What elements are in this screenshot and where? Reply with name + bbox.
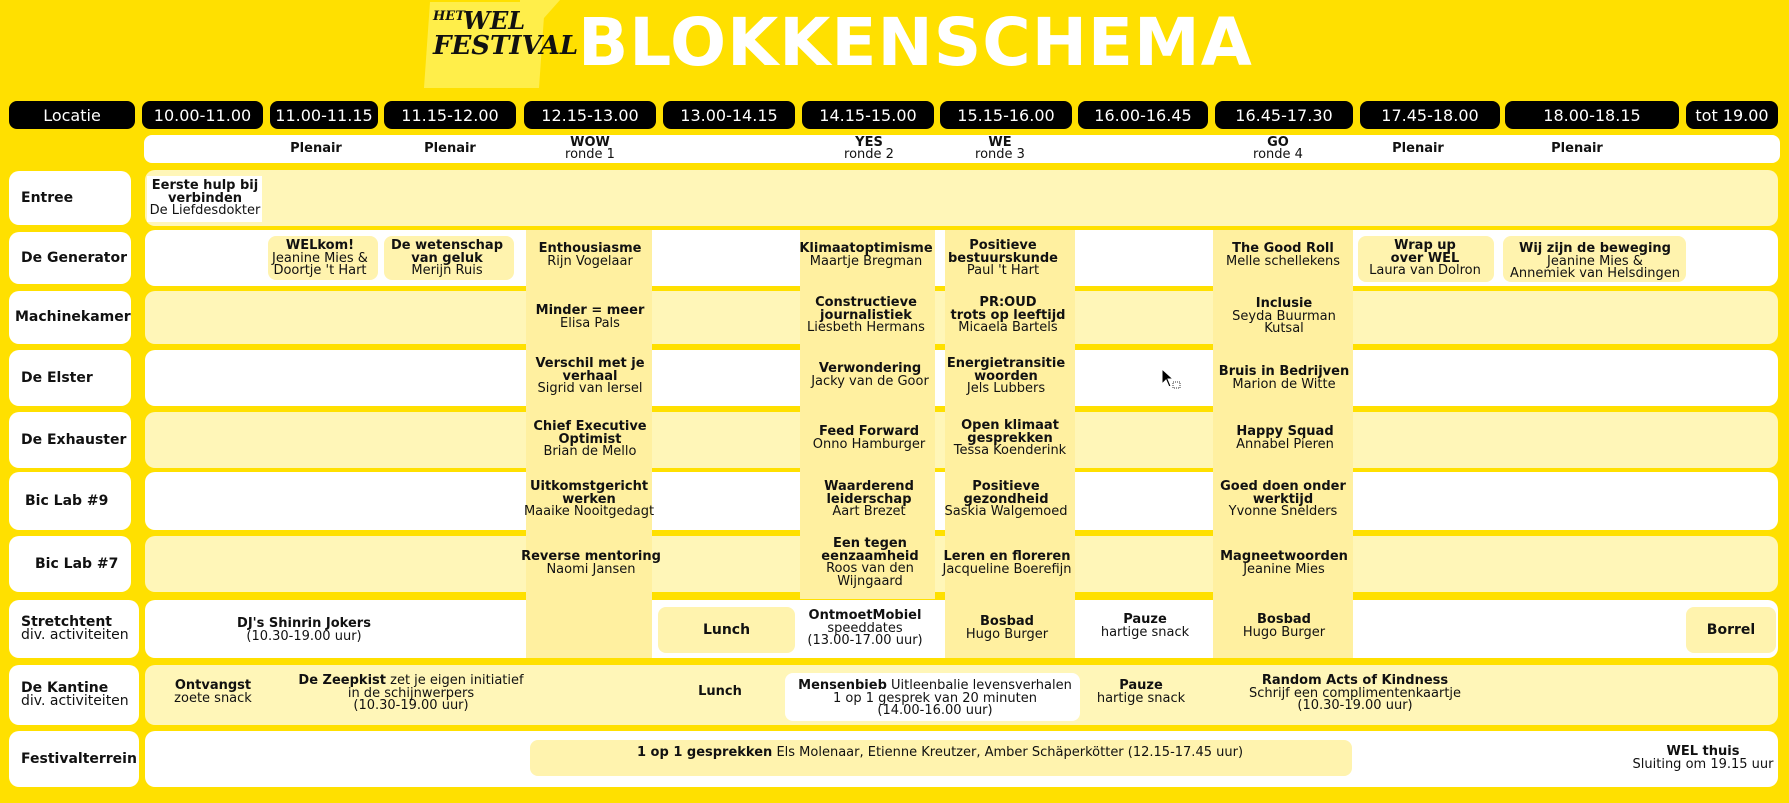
- session-bruis: Bruis in Bedrijven Marion de Witte: [1218, 364, 1350, 392]
- session-label: Plenair: [290, 141, 342, 156]
- borrel-box: Borrel: [1686, 607, 1776, 653]
- session-bosbad: Bosbad Hugo Burger: [965, 614, 1049, 642]
- session-magneetwoorden: Magneetwoorden Jeanine Mies: [1220, 549, 1348, 577]
- session-klimaatoptimisme: Klimaatoptimisme Maartje Bregman: [799, 241, 933, 269]
- time-slot: 17.45-18.00: [1360, 101, 1500, 129]
- session-minder-meer: Minder = meer Elisa Pals: [535, 303, 645, 331]
- session-entree: Eerste hulp bij verbinden De Liefdesdokter: [149, 178, 261, 218]
- session-ontvangst: Ontvangst zoete snack: [174, 678, 252, 706]
- session-label-strip: [144, 135, 1780, 163]
- session-klimaatgesprekken: Open klimaat gesprekken Tessa Koenderink: [953, 418, 1067, 458]
- time-slot: 16.45-17.30: [1215, 101, 1353, 129]
- location-festivalterrein: Festivalterrein: [9, 731, 139, 787]
- session-good-roll: The Good Roll Melle schellekens: [1225, 241, 1341, 269]
- session-zeepkist: De Zeepkist zet je eigen initiatief in de schijnwerpers (10.30-19.00 uur): [298, 673, 524, 713]
- session-pauze: Pauze hartige snack: [1096, 678, 1186, 706]
- session-energietransitie: Energietransitie woorden Jels Lubbers: [946, 356, 1066, 396]
- session-ceo: Chief Executive Optimist Brian de Mello: [533, 419, 647, 459]
- session-pauze: Pauze hartige snack: [1100, 612, 1190, 640]
- session-label: WOW ronde 1: [565, 135, 615, 162]
- page-title: BLOKKENSCHEMA: [578, 4, 1253, 81]
- time-slot: 14.15-15.00: [802, 101, 934, 129]
- session-mensenbieb: Mensenbieb Uitleenbalie levensverhalen 1 op 1 gesprek van 20 minuten (14.00-16.00 uur): [798, 678, 1072, 718]
- session-feed-forward: Feed Forward Onno Hamburger: [812, 424, 926, 452]
- session-floreren: Leren en floreren Jacqueline Boerefijn: [942, 549, 1072, 577]
- session-beweging: Wij zijn de beweging Jeanine Mies & Annemiek van Helsdingen: [1509, 241, 1681, 281]
- row-background: [145, 170, 1778, 226]
- location-biclab7: Bic Lab #7: [9, 536, 131, 592]
- time-slot: 11.00-11.15: [270, 101, 378, 129]
- session-verschil: Verschil met je verhaal Sigrid van Iersel: [535, 356, 645, 396]
- session-wel-thuis: WEL thuis Sluiting om 19.15 uur: [1632, 744, 1774, 772]
- time-slot: 16.00-16.45: [1078, 101, 1208, 129]
- festival-logo: HET WEL FESTIVAL: [433, 6, 579, 61]
- session-goed-doen: Goed doen onder werktijd Yvonne Snelders: [1220, 479, 1346, 519]
- time-slot: 12.15-13.00: [524, 101, 656, 129]
- location-biclab9: Bic Lab #9: [9, 472, 131, 530]
- session-label: Plenair: [1392, 141, 1444, 156]
- session-bosbad: Bosbad Hugo Burger: [1242, 612, 1326, 640]
- session-label: WE ronde 3: [975, 135, 1025, 162]
- session-journalistiek: Constructieve journalistiek Liesbeth Hermans: [807, 295, 925, 335]
- time-slot: tot 19.00: [1686, 101, 1778, 129]
- session-reverse-mentoring: Reverse mentoring Naomi Jansen: [521, 549, 661, 577]
- session-label: Plenair: [1551, 141, 1603, 156]
- session-verwondering: Verwondering Jacky van de Goor: [811, 361, 929, 389]
- session-wrap-up: Wrap up over WEL Laura van Dolron: [1369, 238, 1481, 278]
- session-welkom: WELkom! Jeanine Mies & Doortje 't Hart: [272, 238, 368, 278]
- time-slot: 13.00-14.15: [663, 101, 795, 129]
- session-leiderschap: Waarderend leiderschap Aart Brezet: [824, 479, 914, 519]
- session-random-acts: Random Acts of Kindness Schrijf een complimentenkaartje (10.30-19.00 uur): [1248, 673, 1462, 713]
- location-generator: De Generator: [9, 232, 131, 284]
- session-wetenschap: De wetenschap van geluk Merijn Ruis: [390, 238, 504, 278]
- session-label: YES ronde 2: [844, 135, 894, 162]
- location-elster: De Elster: [9, 350, 131, 406]
- session-proud: PR:OUD trots op leeftijd Micaela Bartels: [950, 295, 1066, 335]
- location-stretchtent: Stretchtent div. activiteiten: [9, 600, 139, 658]
- lunch-box: Lunch: [658, 607, 795, 653]
- time-slot: 10.00-11.00: [142, 101, 263, 129]
- session-gesprekken: 1 op 1 gesprekken Els Molenaar, Etienne Kreutzer, Amber Schäperkötter (12.15-17.45 uur): [636, 745, 1244, 760]
- location-exhauster: De Exhauster: [9, 412, 131, 468]
- session-label: GO ronde 4: [1253, 135, 1303, 162]
- location-column-header: Locatie: [9, 101, 135, 129]
- session-gezondheid: Positieve gezondheid Saskia Walgemoed: [944, 479, 1068, 519]
- location-kantine: De Kantine div. activiteiten: [9, 665, 139, 725]
- time-slot: 11.15-12.00: [384, 101, 516, 129]
- session-happy-squad: Happy Squad Annabel Pieren: [1236, 424, 1334, 452]
- session-ontmoetmobiel: OntmoetMobiel speeddates (13.00-17.00 uur): [807, 608, 923, 648]
- time-slot: 18.00-18.15: [1505, 101, 1679, 129]
- session-label: Plenair: [424, 141, 476, 156]
- session-eenzaamheid: Een tegen eenzaamheid Roos van den Wijngaard: [821, 536, 919, 589]
- session-inclusie: Inclusie Seyda Buurman Kutsal: [1232, 296, 1336, 336]
- session-djs: DJ's Shinrin Jokers (10.30-19.00 uur): [237, 616, 371, 644]
- location-machinekamer: Machinekamer: [9, 291, 131, 344]
- session-uitkomstgericht: Uitkomstgericht werken Maaike Nooitgedagt: [523, 479, 655, 519]
- mouse-cursor-icon: [1160, 368, 1182, 395]
- session-enthousiasme: Enthousiasme Rijn Vogelaar: [538, 241, 642, 269]
- time-slot: 15.15-16.00: [940, 101, 1072, 129]
- session-lunch: Lunch: [698, 684, 742, 699]
- location-entree: Entree: [9, 171, 131, 225]
- session-bestuurskunde: Positieve bestuurskunde Paul 't Hart: [947, 238, 1059, 278]
